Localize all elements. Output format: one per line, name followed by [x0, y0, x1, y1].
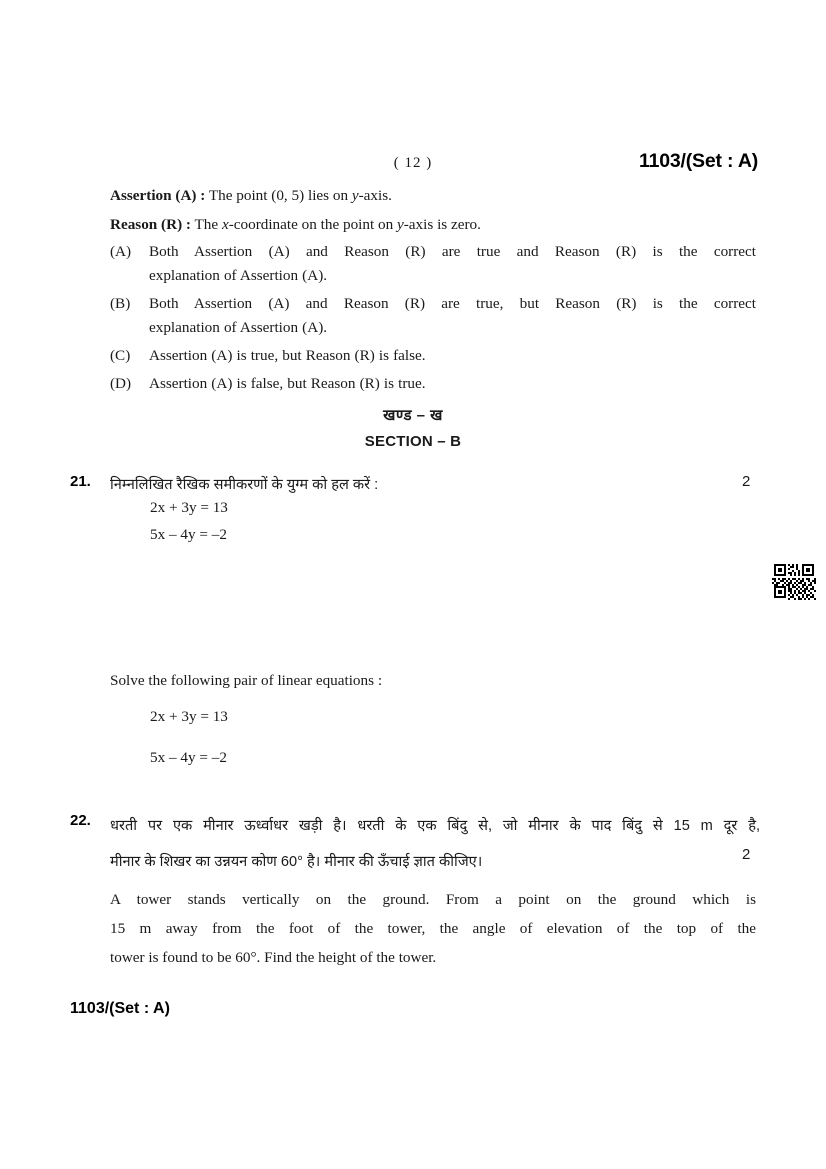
section-heading-english: SECTION – B [364, 433, 462, 450]
option-b-line2: explanation of Assertion (A). [149, 318, 328, 336]
question-22-english-line-3: tower is found to be 60°. Find the height of the tower. [110, 949, 437, 966]
question-21-english-text: Solve the following pair of linear equations : [110, 672, 383, 689]
reason-variable-y: y [397, 216, 404, 233]
question-21-number: 21. [70, 473, 91, 490]
question-22-hindi-line-1: धरती पर एक मीनार ऊर्ध्वाधर खड़ी है। धरती के एक बिंदु से, जो मीनार के पाद बिंदु से 15 m दूर है, [110, 818, 760, 834]
question-21-hindi-equation-1: 2x + 3y = 13 [150, 499, 228, 516]
question-21-hindi-text: निम्नलिखित रैखिक समीकरणों के युग्म को हल करें : [110, 477, 379, 493]
question-22-english-text [110, 885, 756, 972]
question-21-english-equation-1: 2x + 3y = 13 [150, 708, 228, 725]
page-number: ( 12 ) [393, 155, 433, 171]
reason-text-part1: The [194, 216, 222, 233]
option-b-key: (B) [110, 295, 131, 312]
reason-variable-x: x [221, 216, 229, 233]
question-21-english-equation-2: 5x – 4y = –2 [150, 749, 227, 766]
option-b-line1: Both Assertion (A) and Reason (R) are true, but Reason (R) is the correct [149, 295, 756, 312]
assertion-text-part2: -axis. [358, 187, 392, 204]
question-22-marks: 2 [742, 846, 751, 863]
option-b[interactable] [110, 292, 756, 339]
assertion-label: Assertion (A) : [110, 187, 206, 204]
reason-statement [110, 211, 760, 239]
option-d[interactable] [110, 372, 756, 396]
option-a-line2: explanation of Assertion (A). [149, 266, 328, 284]
qr-code-icon [772, 562, 818, 602]
option-a[interactable] [110, 240, 756, 287]
question-21-marks: 2 [742, 473, 751, 490]
option-a-key: (A) [110, 243, 132, 260]
reason-text-part3: -axis is zero. [403, 216, 481, 233]
option-d-line1: Assertion (A) is false, but Reason (R) is true. [149, 375, 426, 392]
reason-label: Reason (R) : [110, 216, 191, 233]
assertion-statement [110, 182, 760, 210]
paper-code-footer: 1103/(Set : A) [70, 1000, 170, 1017]
question-22-hindi-line-2: मीनार के शिखर का उन्नयन कोण 60° है। मीनार की ऊँचाई ज्ञात कीजिए। [110, 854, 483, 870]
option-c[interactable] [110, 344, 756, 368]
assertion-variable: y [351, 187, 359, 204]
question-22-english-line-2: 15 m away from the foot of the tower, the angle of elevation of the top of the [110, 920, 756, 937]
question-22-english-line-1: A tower stands vertically on the ground. From a point on the ground which is [110, 891, 756, 908]
assertion-text-part1: The point (0, 5) lies on [208, 187, 352, 204]
question-21-hindi-equation-2: 5x – 4y = –2 [150, 526, 227, 543]
option-a-line1: Both Assertion (A) and Reason (R) are true and Reason (R) is the correct [149, 243, 756, 260]
option-c-line1: Assertion (A) is true, but Reason (R) is false. [149, 347, 426, 364]
option-d-key: (D) [110, 375, 132, 392]
reason-text-part2: -coordinate on the point on [228, 216, 397, 233]
question-22-hindi-text [110, 808, 760, 880]
paper-code-header: 1103/(Set : A) [639, 150, 758, 172]
option-c-key: (C) [110, 347, 131, 364]
section-heading-hindi: खण्ड – ख [383, 407, 443, 424]
question-22-number: 22. [70, 812, 91, 829]
